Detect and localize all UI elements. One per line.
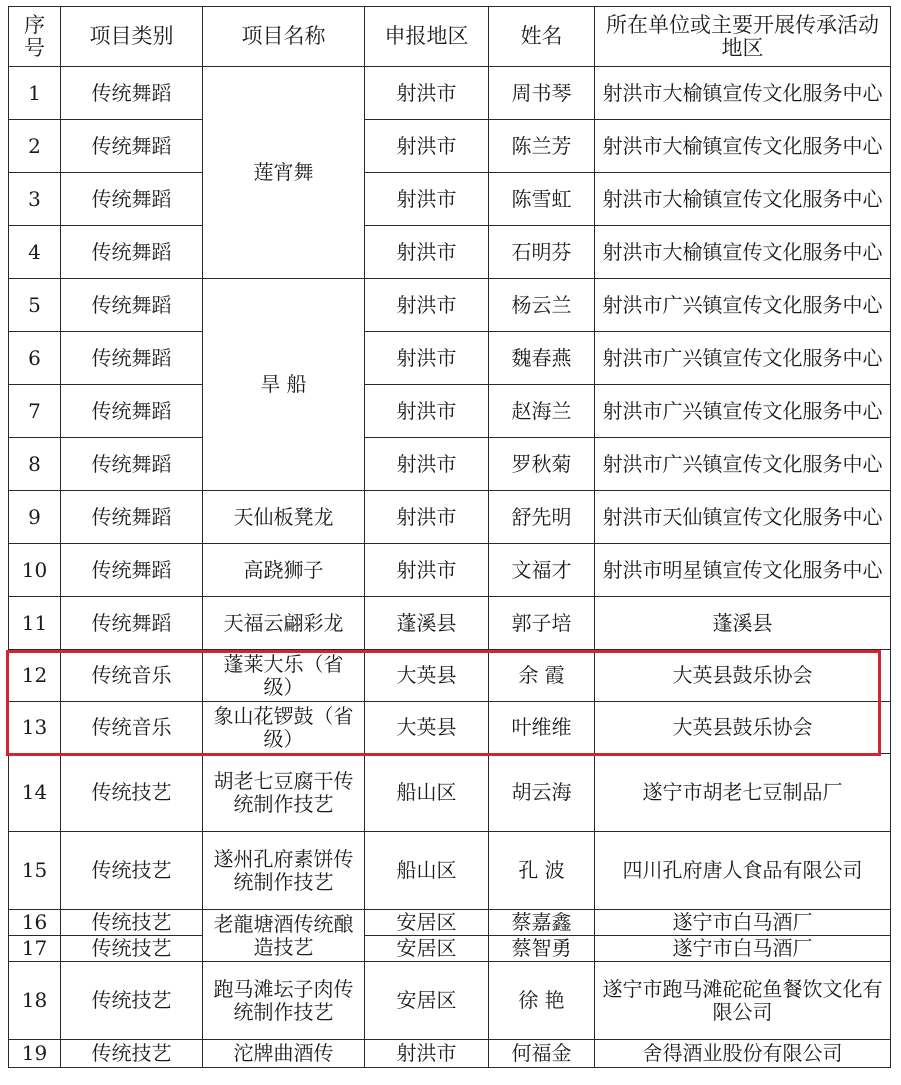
category-cell: 传统舞蹈 — [61, 279, 203, 332]
table-row — [9, 650, 891, 702]
region-cell: 蓬溪县 — [365, 597, 489, 650]
project-cell: 跑马滩坛子肉传统制作技艺 — [203, 962, 365, 1040]
seq-cell: 16 — [9, 910, 61, 936]
unit-cell: 大英县鼓乐协会 — [595, 650, 891, 702]
name-cell: 罗秋菊 — [489, 438, 595, 491]
region-cell: 安居区 — [365, 910, 489, 936]
table-row — [9, 491, 891, 544]
table-row — [9, 832, 891, 910]
name-cell: 徐 艳 — [489, 962, 595, 1040]
table-row — [9, 1040, 891, 1068]
region-cell: 船山区 — [365, 754, 489, 832]
category-cell: 传统音乐 — [61, 702, 203, 754]
seq-cell: 9 — [9, 491, 61, 544]
name-cell: 何福金 — [489, 1040, 595, 1068]
name-cell: 胡云海 — [489, 754, 595, 832]
category-cell: 传统技艺 — [61, 936, 203, 962]
category-cell: 传统舞蹈 — [61, 438, 203, 491]
region-cell: 射洪市 — [365, 120, 489, 173]
unit-cell: 射洪市大榆镇宣传文化服务中心 — [595, 173, 891, 226]
table-row — [9, 702, 891, 754]
table-row — [9, 936, 891, 962]
table-row — [9, 67, 891, 120]
region-cell: 大英县 — [365, 650, 489, 702]
category-cell: 传统舞蹈 — [61, 544, 203, 597]
project-cell: 沱牌曲酒传 — [203, 1040, 365, 1068]
table-row — [9, 544, 891, 597]
seq-cell: 19 — [9, 1040, 61, 1068]
seq-cell: 7 — [9, 385, 61, 438]
category-cell: 传统舞蹈 — [61, 226, 203, 279]
seq-cell: 4 — [9, 226, 61, 279]
category-cell: 传统音乐 — [61, 650, 203, 702]
region-cell: 射洪市 — [365, 67, 489, 120]
seq-cell: 2 — [9, 120, 61, 173]
category-cell: 传统舞蹈 — [61, 173, 203, 226]
project-cell: 旱 船 — [203, 279, 365, 491]
unit-cell: 遂宁市跑马滩砣砣鱼餐饮文化有限公司 — [595, 962, 891, 1040]
project-cell: 天仙板凳龙 — [203, 491, 365, 544]
region-cell: 安居区 — [365, 936, 489, 962]
name-cell: 赵海兰 — [489, 385, 595, 438]
unit-cell: 遂宁市白马酒厂 — [595, 936, 891, 962]
project-cell: 象山花锣鼓（省级） — [203, 702, 365, 754]
table-row — [9, 226, 891, 279]
seq-cell: 6 — [9, 332, 61, 385]
project-cell: 天福云翩彩龙 — [203, 597, 365, 650]
category-cell: 传统舞蹈 — [61, 491, 203, 544]
category-cell: 传统技艺 — [61, 910, 203, 936]
region-cell: 射洪市 — [365, 1040, 489, 1068]
table-row — [9, 597, 891, 650]
category-cell: 传统舞蹈 — [61, 120, 203, 173]
project-cell: 胡老七豆腐干传统制作技艺 — [203, 754, 365, 832]
seq-cell: 12 — [9, 650, 61, 702]
unit-cell: 舍得酒业股份有限公司 — [595, 1040, 891, 1068]
unit-cell: 遂宁市胡老七豆制品厂 — [595, 754, 891, 832]
unit-cell: 射洪市大榆镇宣传文化服务中心 — [595, 226, 891, 279]
table-row — [9, 962, 891, 1040]
region-cell: 射洪市 — [365, 385, 489, 438]
region-cell: 射洪市 — [365, 332, 489, 385]
table-row — [9, 754, 891, 832]
unit-cell: 射洪市广兴镇宣传文化服务中心 — [595, 438, 891, 491]
seq-cell: 8 — [9, 438, 61, 491]
category-cell: 传统舞蹈 — [61, 332, 203, 385]
name-cell: 石明芬 — [489, 226, 595, 279]
category-cell: 传统舞蹈 — [61, 67, 203, 120]
region-cell: 射洪市 — [365, 544, 489, 597]
header-seq: 序 号 — [9, 7, 61, 67]
category-cell: 传统技艺 — [61, 754, 203, 832]
unit-cell: 射洪市天仙镇宣传文化服务中心 — [595, 491, 891, 544]
seq-cell: 5 — [9, 279, 61, 332]
header-category: 项目类别 — [61, 7, 203, 67]
table-row — [9, 173, 891, 226]
unit-cell: 射洪市大榆镇宣传文化服务中心 — [595, 67, 891, 120]
category-cell: 传统技艺 — [61, 1040, 203, 1068]
region-cell: 射洪市 — [365, 173, 489, 226]
name-cell: 魏春燕 — [489, 332, 595, 385]
unit-cell: 大英县鼓乐协会 — [595, 702, 891, 754]
region-cell: 射洪市 — [365, 226, 489, 279]
unit-cell: 射洪市明星镇宣传文化服务中心 — [595, 544, 891, 597]
category-cell: 传统技艺 — [61, 962, 203, 1040]
header-row — [9, 7, 891, 67]
region-cell: 船山区 — [365, 832, 489, 910]
project-cell: 老龍塘酒传统酿造技艺 — [203, 910, 365, 962]
name-cell: 孔 波 — [489, 832, 595, 910]
name-cell: 陈雪虹 — [489, 173, 595, 226]
seq-cell: 17 — [9, 936, 61, 962]
seq-cell: 15 — [9, 832, 61, 910]
heritage-inheritors-table — [8, 6, 891, 1068]
table-row — [9, 438, 891, 491]
seq-cell: 13 — [9, 702, 61, 754]
unit-cell: 蓬溪县 — [595, 597, 891, 650]
seq-cell: 18 — [9, 962, 61, 1040]
region-cell: 射洪市 — [365, 491, 489, 544]
table-row — [9, 279, 891, 332]
project-cell: 遂州孔府素饼传统制作技艺 — [203, 832, 365, 910]
unit-cell: 射洪市广兴镇宣传文化服务中心 — [595, 279, 891, 332]
unit-cell: 射洪市广兴镇宣传文化服务中心 — [595, 385, 891, 438]
category-cell: 传统舞蹈 — [61, 597, 203, 650]
header-unit: 所在单位或主要开展传承活动地区 — [595, 7, 891, 67]
name-cell: 郭子培 — [489, 597, 595, 650]
table-row — [9, 385, 891, 438]
unit-cell: 遂宁市白马酒厂 — [595, 910, 891, 936]
table-row — [9, 120, 891, 173]
category-cell: 传统技艺 — [61, 832, 203, 910]
name-cell: 蔡智勇 — [489, 936, 595, 962]
seq-cell: 3 — [9, 173, 61, 226]
header-region: 申报地区 — [365, 7, 489, 67]
project-cell: 蓬莱大乐（省级） — [203, 650, 365, 702]
region-cell: 安居区 — [365, 962, 489, 1040]
region-cell: 射洪市 — [365, 438, 489, 491]
seq-cell: 10 — [9, 544, 61, 597]
name-cell: 叶维维 — [489, 702, 595, 754]
category-cell: 传统舞蹈 — [61, 385, 203, 438]
table-row — [9, 332, 891, 385]
seq-cell: 11 — [9, 597, 61, 650]
region-cell: 大英县 — [365, 702, 489, 754]
name-cell: 文福才 — [489, 544, 595, 597]
unit-cell: 四川孔府唐人食品有限公司 — [595, 832, 891, 910]
table-row — [9, 910, 891, 936]
header-name: 姓名 — [489, 7, 595, 67]
project-cell: 莲宵舞 — [203, 67, 365, 279]
unit-cell: 射洪市广兴镇宣传文化服务中心 — [595, 332, 891, 385]
region-cell: 射洪市 — [365, 279, 489, 332]
name-cell: 周书琴 — [489, 67, 595, 120]
name-cell: 蔡嘉鑫 — [489, 910, 595, 936]
header-project: 项目名称 — [203, 7, 365, 67]
name-cell: 杨云兰 — [489, 279, 595, 332]
name-cell: 陈兰芳 — [489, 120, 595, 173]
unit-cell: 射洪市大榆镇宣传文化服务中心 — [595, 120, 891, 173]
seq-cell: 1 — [9, 67, 61, 120]
name-cell: 余 霞 — [489, 650, 595, 702]
seq-cell: 14 — [9, 754, 61, 832]
project-cell: 高跷狮子 — [203, 544, 365, 597]
name-cell: 舒先明 — [489, 491, 595, 544]
